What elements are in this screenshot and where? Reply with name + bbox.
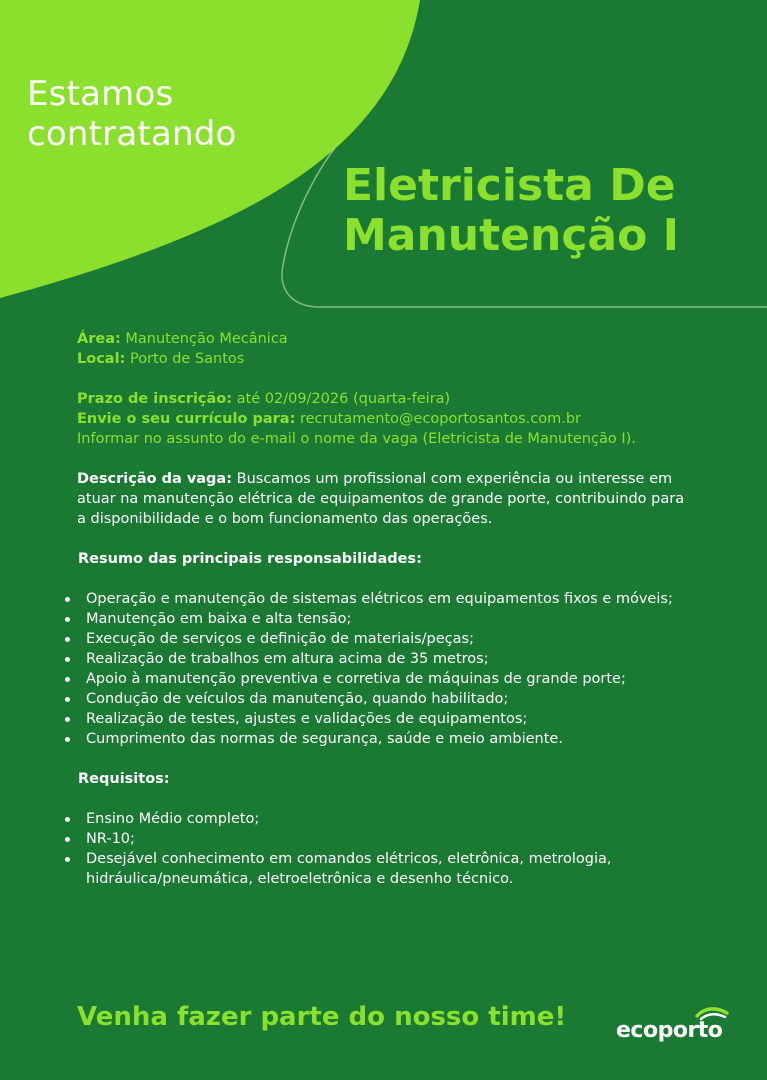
list-item: Operação e manutenção de sistemas elétricos em equipamentos fixos e móveis; xyxy=(63,589,697,609)
deadline-label: Prazo de inscrição: xyxy=(77,391,233,407)
list-item: Realização de testes, ajustes e validações de equipamentos; xyxy=(63,709,697,729)
call-to-action: Venha fazer parte do nosso time! xyxy=(77,1002,567,1032)
list-item: Condução de veículos da manutenção, quando habilitado; xyxy=(63,689,697,709)
responsibilities-list xyxy=(63,589,697,749)
application-block xyxy=(77,389,697,449)
send-line xyxy=(77,409,697,429)
job-title-line-2: Manutenção I xyxy=(343,210,680,261)
email-link[interactable]: recrutamento@ecoportosantos.com.br xyxy=(299,411,581,427)
area-value: Manutenção Mecânica xyxy=(125,331,288,347)
list-item: Manutenção em baixa e alta tensão; xyxy=(63,609,697,629)
deadline-line xyxy=(77,389,697,409)
send-label: Envie o seu currículo para: xyxy=(77,411,296,427)
hiring-line-1: Estamos xyxy=(27,74,174,114)
local-value: Porto de Santos xyxy=(129,351,245,367)
subject-note: Informar no assunto do e-mail o nome da vaga (Eletricista de Manutenção I). xyxy=(77,431,636,447)
logo-wordmark: ecoporto xyxy=(616,1018,723,1043)
list-item: Execução de serviços e definição de materiais/peças; xyxy=(63,629,697,649)
hiring-line-2: contratando xyxy=(27,114,237,154)
job-title-line-1: Eletricista De xyxy=(343,160,676,211)
list-item: Realização de trabalhos em altura acima de 35 metros; xyxy=(63,649,697,669)
description-text: Buscamos um profissional com experiência ou interesse em atuar na manutenção elétrica de equipamentos de grande porte, contribuindo para a disponibilidade e o bom funcionamento das operações. xyxy=(77,471,685,527)
area-local-block xyxy=(77,329,697,369)
list-item: Ensino Médio completo; xyxy=(63,809,697,829)
deadline-value: até 02/09/2026 (quarta-feira) xyxy=(236,391,451,407)
list-item: NR-10; xyxy=(63,829,697,849)
job-details xyxy=(77,329,697,889)
list-item: Desejável conhecimento em comandos elétricos, eletrônica, metrologia, hidráulica/pneumática, eletroeletrônica e desenho técnico. xyxy=(63,849,697,889)
job-title xyxy=(343,161,763,261)
description-block xyxy=(77,469,697,529)
hiring-heading xyxy=(27,74,237,154)
local-label: Local: xyxy=(77,351,126,367)
area-line xyxy=(77,329,697,349)
requirements-list xyxy=(63,809,697,889)
requirements-title: Requisitos: xyxy=(78,771,170,787)
area-label: Área: xyxy=(77,331,121,347)
local-line xyxy=(77,349,697,369)
list-item: Cumprimento das normas de segurança, saúde e meio ambiente. xyxy=(63,729,697,749)
description-label: Descrição da vaga: xyxy=(77,471,233,487)
ecoporto-logo xyxy=(612,1006,732,1050)
list-item: Apoio à manutenção preventiva e corretiva de máquinas de grande porte; xyxy=(63,669,697,689)
responsibilities-title: Resumo das principais responsabilidades: xyxy=(78,551,422,567)
